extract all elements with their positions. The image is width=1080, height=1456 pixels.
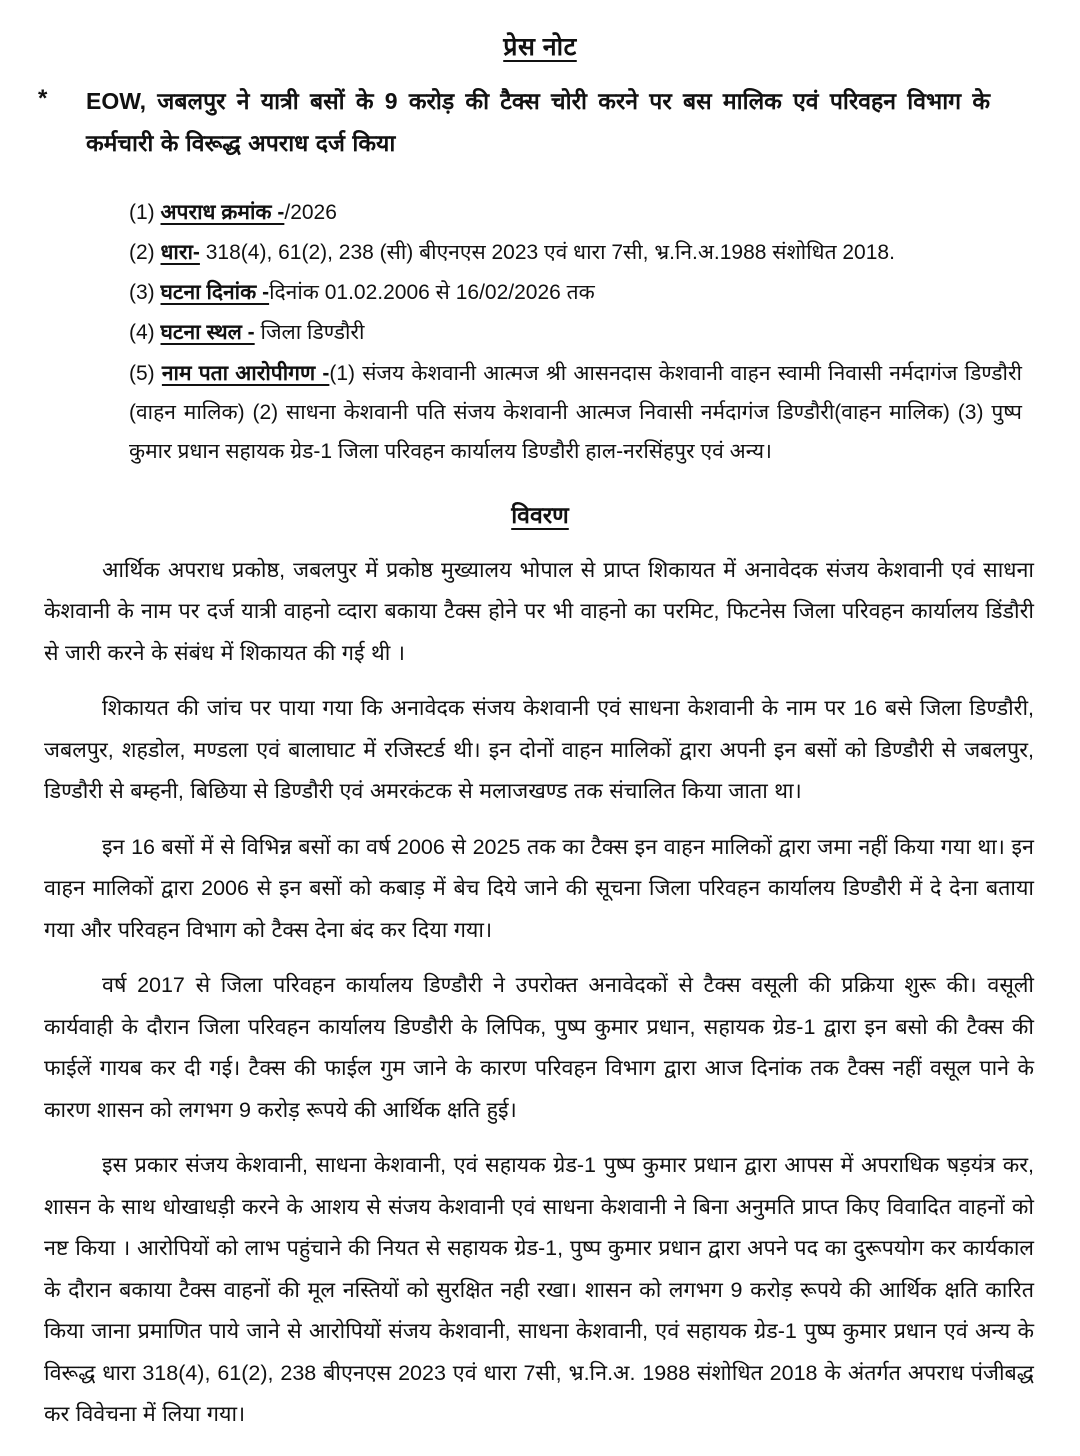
- headline-block: [32, 81, 1048, 165]
- paragraph: इन 16 बसों में से विभिन्न बसों का वर्ष 2006 से 2025 तक का टैक्स इन वाहन मालिकों द्वारा जमा नहीं किया गया था। इन वाहन मालिकों द्वारा 2006 से इन बसों को कबाड़ में बेच दिये जाने की सूचना जिला परिवहन कार्यालय डिण्डौरी में दे देना बताया गया और परिवहन विभाग को टैक्स देना बंद कर दिया गया।: [44, 834, 1034, 942]
- paragraph: आर्थिक अपराध प्रकोष्ठ, जबलपुर में प्रकोष्ठ मुख्यालय भोपाल से प्राप्त शिकायत में अनावेदक संजय केशवानी एवं साधना केशवानी के नाम पर दर्ज यात्री वाहनो व्दारा बकाया टैक्स होने पर भी वाहनो का परमिट, फिटनेस जिला परिवहन कार्यालय डिंडौरी से जारी करने के संबंध में शिकायत की गई थी ।: [44, 557, 1034, 665]
- page-title-text: प्रेस नोट: [503, 33, 577, 61]
- list-item: [129, 195, 1022, 231]
- list-item-value: /2026: [284, 200, 337, 224]
- list-item-number: (3): [129, 281, 155, 305]
- list-item-value: जिला डिण्डौरी: [254, 321, 365, 345]
- list-item-value: (1) संजय केशवानी आत्मज श्री आसनदास केशवानी वाहन स्वामी निवासी नर्मदागंज डिण्डौरी (वाहन मालिक) (2) साधना केशवानी पति संजय केशवानी आत्मज निवासी नर्मदागंज डिण्डौरी(वाहन मालिक) (3) पुष्प कुमार प्रधान सहायक ग्रेड-1 जिला परिवहन कार्यालय डिण्डौरी हाल-नरसिंहपुर एवं अन्य।: [129, 362, 1022, 464]
- list-item-label: धारा-: [160, 241, 200, 265]
- list-item-number: (5): [129, 362, 155, 386]
- list-item-label: नाम पता आरोपीगण -: [161, 362, 330, 386]
- paragraph: शिकायत की जांच पर पाया गया कि अनावेदक संजय केशवानी एवं साधना केशवानी के नाम पर 16 बसे जिला डिण्डौरी, जबलपुर, शहडोल, मण्डला एवं बालाघाट में रजिस्टर्ड थी। इन दोनों वाहन मालिकों द्वारा अपनी इन बसों को डिण्डौरी से जबलपुर, डिण्डौरी से बम्हनी, बिछिया से डिण्डौरी एवं अमरकंटक से मलाजखण्ड तक संचालित किया जाता था।: [44, 696, 1034, 804]
- list-item: [129, 235, 1022, 271]
- list-item-label: अपराध क्रमांक -: [160, 200, 285, 224]
- list-item-number: (4): [129, 321, 155, 345]
- page-title: [32, 32, 1048, 63]
- body-content: [32, 550, 1048, 1436]
- headline-text: EOW, जबलपुर ने यात्री बसों के 9 करोड़ की टैक्स चोरी करने पर बस मालिक एवं परिवहन विभाग के कर्मचारी के विरूद्ध अपराध दर्ज किया: [86, 88, 990, 157]
- paragraph: इस प्रकार संजय केशवानी, साधना केशवानी, एवं सहायक ग्रेड-1 पुष्प कुमार प्रधान द्वारा आपस में अपराधिक षड़यंत्र कर, शासन के साथ धोखाधड़ी करने के आशय से संजय केशवानी एवं साधना केशवानी ने बिना अनुमति प्राप्त किए विवादित वाहनों को नष्ट किया । आरोपियों को लाभ पहुंचाने की नियत से सहायक ग्रेड-1, पुष्प कुमार प्रधान द्वारा अपने पद का दुरूपयोग कर कार्यकाल के दौरान बकाया टैक्स वाहनों की मूल नस्तियों को सुरक्षित नही रखा। शासन को लगभग 9 करोड़ रूपये की आर्थिक क्षति कारित किया जाना प्रमाणित पाये जाने से आरोपियों संजय केशवानी, साधना केशवानी, एवं सहायक ग्रेड-1 पुष्प कुमार प्रधान एवं अन्य के विरूद्ध धारा 318(4), 61(2), 238 बीएनएस 2023 एवं धारा 7सी, भ्र.नि.अ. 1988 संशोधित 2018 के अंतर्गत अपराध पंजीबद्ध कर विवेचना में लिया गया।: [44, 1153, 1034, 1427]
- case-details-list: [32, 195, 1048, 472]
- list-item-value: 318(4), 61(2), 238 (सी) बीएनएस 2023 एवं धारा 7सी, भ्र.नि.अ.1988 संशोधित 2018.: [199, 241, 895, 265]
- section-heading: [32, 498, 1048, 530]
- list-item-label: घटना स्थल -: [160, 321, 255, 345]
- list-item: [129, 315, 1022, 351]
- list-item: [129, 275, 1022, 311]
- bullet-marker-icon: *: [38, 85, 48, 113]
- section-heading-text: विवरण: [511, 501, 569, 528]
- list-item-label: घटना दिनांक -: [160, 281, 270, 305]
- list-item-number: (2): [129, 241, 155, 265]
- paragraph: वर्ष 2017 से जिला परिवहन कार्यालय डिण्डौरी ने उपरोक्त अनावेदकों से टैक्स वसूली की प्रक्रिया शुरू की। वसूली कार्यवाही के दौरान जिला परिवहन कार्यालय डिण्डौरी के लिपिक, पुष्प कुमार प्रधान, सहायक ग्रेड-1 द्वारा इन बसो की टैक्स की फाईलें गायब कर दी गई। टैक्स की फाईल गुम जाने के कारण परिवहन विभाग द्वारा आज दिनांक तक टैक्स नहीं वसूल पाने के कारण शासन को लगभग 9 करोड़ रूपये की आर्थिक क्षति हुई।: [44, 973, 1034, 1122]
- list-item-value: दिनांक 01.02.2006 से 16/02/2026 तक: [269, 281, 595, 305]
- list-item-number: (1): [129, 200, 155, 224]
- list-item: [129, 355, 1022, 472]
